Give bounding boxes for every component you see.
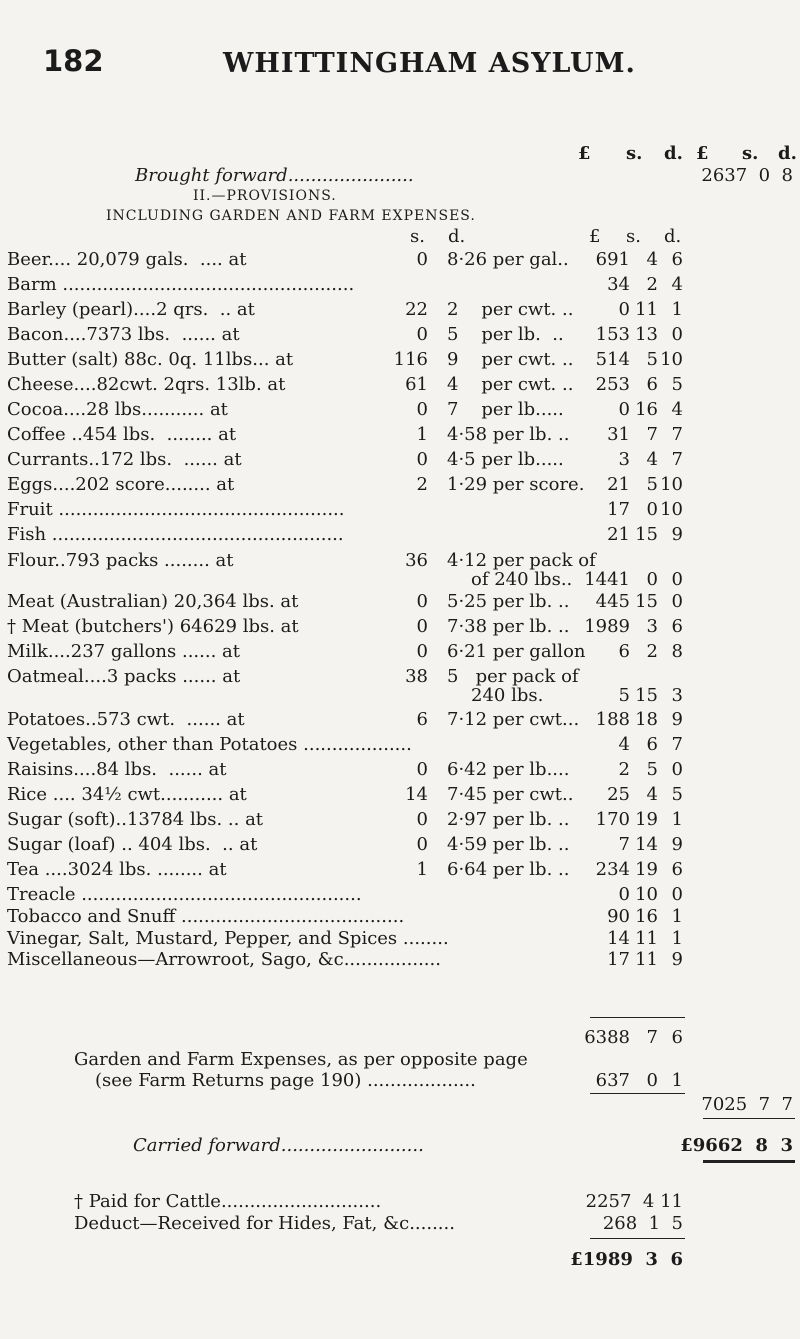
grand-subtotal: 7025 7 7 <box>701 1094 793 1115</box>
item-pounds: 514 <box>595 349 630 370</box>
item-pounds: 0 <box>618 399 630 420</box>
item-rate-pence: 6·21 per gallon <box>447 641 586 662</box>
item-rate-pence: 6·42 per lb.... <box>447 759 570 780</box>
footnote-deduct-amount: 268 1 5 <box>602 1213 683 1234</box>
item-shillings: 5 <box>646 349 658 370</box>
item-rate-shillings: 14 <box>405 784 428 805</box>
item-pence: 9 <box>671 709 683 730</box>
item-rate-shillings: 22 <box>405 299 428 320</box>
item-rate-shillings: 1 <box>416 424 428 445</box>
item-label: Oatmeal....3 packs ...... at <box>7 666 241 687</box>
item-rate-shillings: 38 <box>405 666 428 687</box>
item-shillings: 16 <box>635 399 658 420</box>
item-pence: 0 <box>671 884 683 905</box>
item-rate-pence: 4 per cwt. .. <box>447 374 574 395</box>
item-rate-pence: 5 per pack of <box>447 666 579 687</box>
item-pence: 6 <box>671 616 683 637</box>
item-rate-shillings: 1 <box>416 859 428 880</box>
col-head-pound-2: £ <box>696 143 709 164</box>
item-shillings: 0 <box>646 569 658 590</box>
subtotal-rule <box>590 1017 685 1018</box>
item-shillings: 11 <box>635 299 658 320</box>
item-shillings: 13 <box>635 324 658 345</box>
footnote-rule <box>590 1238 685 1239</box>
item-pence: 0 <box>671 569 683 590</box>
item-pounds: 234 <box>595 859 630 880</box>
item-shillings: 3 <box>646 616 658 637</box>
item-rate-pence: 4·58 per lb. .. <box>447 424 570 445</box>
col-head-pence: d. <box>664 143 683 164</box>
garden-line-2: (see Farm Returns page 190) ................... <box>95 1070 476 1091</box>
item-pence: 9 <box>671 524 683 545</box>
item-label: Miscellaneous—Arrowroot, Sago, &c................. <box>7 949 441 970</box>
item-label: Raisins....84 lbs. ...... at <box>7 759 227 780</box>
item-rate-note: of 240 lbs.. <box>471 569 573 590</box>
item-label: Tea ....3024 lbs. ........ at <box>7 859 227 880</box>
item-pounds: 31 <box>607 424 630 445</box>
item-label: Tobacco and Snuff ....................................... <box>7 906 405 927</box>
double-rule <box>703 1160 795 1163</box>
item-rate-pence: 5·25 per lb. .. <box>447 591 570 612</box>
item-rate-note: 240 lbs. <box>471 685 544 706</box>
item-label: Flour..793 packs ........ at <box>7 550 234 571</box>
item-rate-shillings: 2 <box>416 474 428 495</box>
col-head-shillings-2: s. <box>742 143 759 164</box>
item-pence: 7 <box>671 424 683 445</box>
footnote-cattle: † Paid for Cattle............................ <box>74 1191 382 1212</box>
item-label: Cocoa....28 lbs........... at <box>7 399 228 420</box>
item-label: Meat (Australian) 20,364 lbs. at <box>7 591 299 612</box>
item-pounds: 691 <box>595 249 630 270</box>
item-pence: 4 <box>671 274 683 295</box>
item-rate-shillings: 6 <box>416 709 428 730</box>
item-shillings: 11 <box>635 928 658 949</box>
item-shillings: 10 <box>635 884 658 905</box>
item-rate-shillings: 0 <box>416 399 428 420</box>
item-pence: 7 <box>671 449 683 470</box>
item-label: Treacle ................................................. <box>7 884 362 905</box>
item-pounds: 253 <box>595 374 630 395</box>
item-pounds: 0 <box>618 299 630 320</box>
item-pounds: 6 <box>618 641 630 662</box>
item-rate-shillings: 61 <box>405 374 428 395</box>
item-pounds: 17 <box>607 499 630 520</box>
carried-forward-total: £9662 8 3 <box>680 1135 793 1156</box>
item-pounds: 170 <box>595 809 630 830</box>
item-pence: 1 <box>671 809 683 830</box>
item-label: Eggs....202 score........ at <box>7 474 235 495</box>
item-pence: 1 <box>671 928 683 949</box>
item-pounds: 1989 <box>584 616 630 637</box>
item-pounds: 7 <box>618 834 630 855</box>
item-shillings: 15 <box>635 685 658 706</box>
item-pence: 1 <box>671 906 683 927</box>
page-number: 182 <box>43 44 104 78</box>
item-label: Butter (salt) 88c. 0q. 11lbs... at <box>7 349 294 370</box>
item-pence: 5 <box>671 374 683 395</box>
page-title: WHITTINGHAM ASYLUM. <box>223 48 636 79</box>
garden-line-1: Garden and Farm Expenses, as per opposite page <box>74 1049 528 1070</box>
item-rate-pence: 7·38 per lb. .. <box>447 616 570 637</box>
item-pence: 0 <box>671 759 683 780</box>
item-pounds: 14 <box>607 928 630 949</box>
item-pence: 3 <box>671 685 683 706</box>
item-label: † Meat (butchers') 64629 lbs. at <box>7 616 299 637</box>
item-rate-pence: 4·59 per lb. .. <box>447 834 570 855</box>
item-pence: 5 <box>671 784 683 805</box>
item-label: Milk....237 gallons ...... at <box>7 641 240 662</box>
subtotal-pence: 6 <box>671 1027 683 1048</box>
garden-shillings: 0 <box>646 1070 658 1091</box>
item-shillings: 6 <box>646 734 658 755</box>
amount-head-pound: £ <box>589 226 601 247</box>
item-label: Rice .... 34½ cwt........... at <box>7 784 247 805</box>
item-pence: 10 <box>660 474 683 495</box>
item-label: Cheese....82cwt. 2qrs. 13lb. at <box>7 374 286 395</box>
item-label: Beer.... 20,079 gals. .... at <box>7 249 247 270</box>
item-shillings: 7 <box>646 424 658 445</box>
item-rate-shillings: 0 <box>416 809 428 830</box>
item-pence: 4 <box>671 399 683 420</box>
garden-pounds: 637 <box>595 1070 630 1091</box>
item-rate-shillings: 0 <box>416 759 428 780</box>
item-pounds: 90 <box>607 906 630 927</box>
item-pence: 10 <box>660 349 683 370</box>
item-shillings: 15 <box>635 524 658 545</box>
item-rate-pence: 5 per lb. .. <box>447 324 564 345</box>
item-pence: 1 <box>671 299 683 320</box>
item-label: Barley (pearl)....2 qrs. .. at <box>7 299 255 320</box>
item-shillings: 15 <box>635 591 658 612</box>
item-pence: 10 <box>660 499 683 520</box>
item-pounds: 0 <box>618 884 630 905</box>
item-rate-shillings: 36 <box>405 550 428 571</box>
item-rate-shillings: 0 <box>416 616 428 637</box>
item-shillings: 11 <box>635 949 658 970</box>
item-shillings: 4 <box>646 784 658 805</box>
item-rate-pence: 2·97 per lb. .. <box>447 809 570 830</box>
item-rate-shillings: 0 <box>416 591 428 612</box>
item-pounds: 34 <box>607 274 630 295</box>
item-label: Currants..172 lbs. ...... at <box>7 449 242 470</box>
item-label: Fish ................................................... <box>7 524 344 545</box>
garden-rule <box>590 1093 685 1094</box>
item-rate-pence: 2 per cwt. .. <box>447 299 574 320</box>
item-pence: 7 <box>671 734 683 755</box>
item-rate-pence: 7·45 per cwt.. <box>447 784 574 805</box>
item-label: Fruit .................................................. <box>7 499 345 520</box>
item-shillings: 16 <box>635 906 658 927</box>
item-shillings: 4 <box>646 249 658 270</box>
col-head-shillings: s. <box>626 143 643 164</box>
item-label: Vegetables, other than Potatoes ................... <box>7 734 412 755</box>
item-label: Bacon....7373 lbs. ...... at <box>7 324 240 345</box>
item-rate-shillings: 0 <box>416 641 428 662</box>
item-shillings: 5 <box>646 759 658 780</box>
item-pence: 6 <box>671 859 683 880</box>
rate-head-s: s. <box>410 226 425 247</box>
item-pounds: 188 <box>595 709 630 730</box>
footnote-result: £1989 3 6 <box>570 1249 683 1270</box>
item-rate-pence: 7·12 per cwt... <box>447 709 580 730</box>
item-rate-pence: 8·26 per gal.. <box>447 249 569 270</box>
item-label: Vinegar, Salt, Mustard, Pepper, and Spices ........ <box>7 928 449 949</box>
item-shillings: 14 <box>635 834 658 855</box>
col-head-pence-2: d. <box>778 143 797 164</box>
item-shillings: 19 <box>635 809 658 830</box>
brought-forward-total: 2637 0 8 <box>701 165 793 186</box>
item-rate-pence: 4·12 per pack of <box>447 550 596 571</box>
brought-forward-label: Brought forward...................... <box>135 165 414 186</box>
item-label: Potatoes..573 cwt. ...... at <box>7 709 245 730</box>
item-shillings: 6 <box>646 374 658 395</box>
item-pence: 8 <box>671 641 683 662</box>
item-rate-shillings: 0 <box>416 834 428 855</box>
item-rate-pence: 1·29 per score. <box>447 474 585 495</box>
item-pence: 9 <box>671 834 683 855</box>
item-rate-shillings: 116 <box>393 349 428 370</box>
item-shillings: 2 <box>646 274 658 295</box>
footnote-deduct: Deduct—Received for Hides, Fat, &c........ <box>74 1213 455 1234</box>
item-pounds: 153 <box>595 324 630 345</box>
section-subtitle: INCLUDING GARDEN AND FARM EXPENSES. <box>106 208 476 224</box>
item-rate-pence: 4·5 per lb..... <box>447 449 564 470</box>
col-head-pound: £ <box>578 143 591 164</box>
item-shillings: 4 <box>646 449 658 470</box>
amount-head-s: s. <box>626 226 641 247</box>
item-pounds: 3 <box>618 449 630 470</box>
item-rate-shillings: 0 <box>416 324 428 345</box>
item-pence: 0 <box>671 591 683 612</box>
item-pounds: 5 <box>618 685 630 706</box>
total-rule <box>703 1118 795 1119</box>
item-shillings: 2 <box>646 641 658 662</box>
carried-forward-label: Carried forward......................... <box>133 1135 424 1156</box>
item-shillings: 5 <box>646 474 658 495</box>
item-rate-pence: 9 per cwt. .. <box>447 349 574 370</box>
item-pounds: 25 <box>607 784 630 805</box>
item-pounds: 1441 <box>584 569 630 590</box>
item-pounds: 2 <box>618 759 630 780</box>
item-shillings: 19 <box>635 859 658 880</box>
amount-head-d: d. <box>664 226 682 247</box>
item-pounds: 21 <box>607 524 630 545</box>
item-label: Coffee ..454 lbs. ........ at <box>7 424 237 445</box>
item-rate-shillings: 0 <box>416 249 428 270</box>
item-label: Sugar (loaf) .. 404 lbs. .. at <box>7 834 258 855</box>
item-rate-shillings: 0 <box>416 449 428 470</box>
item-label: Barm ................................................... <box>7 274 355 295</box>
item-rate-pence: 7 per lb..... <box>447 399 564 420</box>
footnote-cattle-amount: 2257 4 11 <box>585 1191 683 1212</box>
item-shillings: 18 <box>635 709 658 730</box>
item-pounds: 21 <box>607 474 630 495</box>
garden-pence: 1 <box>671 1070 683 1091</box>
rate-head-d: d. <box>448 226 466 247</box>
item-rate-pence: 6·64 per lb. .. <box>447 859 570 880</box>
item-pence: 6 <box>671 249 683 270</box>
section-title: II.—PROVISIONS. <box>193 188 337 204</box>
item-pounds: 4 <box>618 734 630 755</box>
item-shillings: 0 <box>646 499 658 520</box>
subtotal-pounds: 6388 <box>584 1027 630 1048</box>
item-label: Sugar (soft)..13784 lbs. .. at <box>7 809 264 830</box>
item-pounds: 17 <box>607 949 630 970</box>
item-pence: 0 <box>671 324 683 345</box>
item-pence: 9 <box>671 949 683 970</box>
subtotal-shillings: 7 <box>646 1027 658 1048</box>
item-pounds: 445 <box>595 591 630 612</box>
